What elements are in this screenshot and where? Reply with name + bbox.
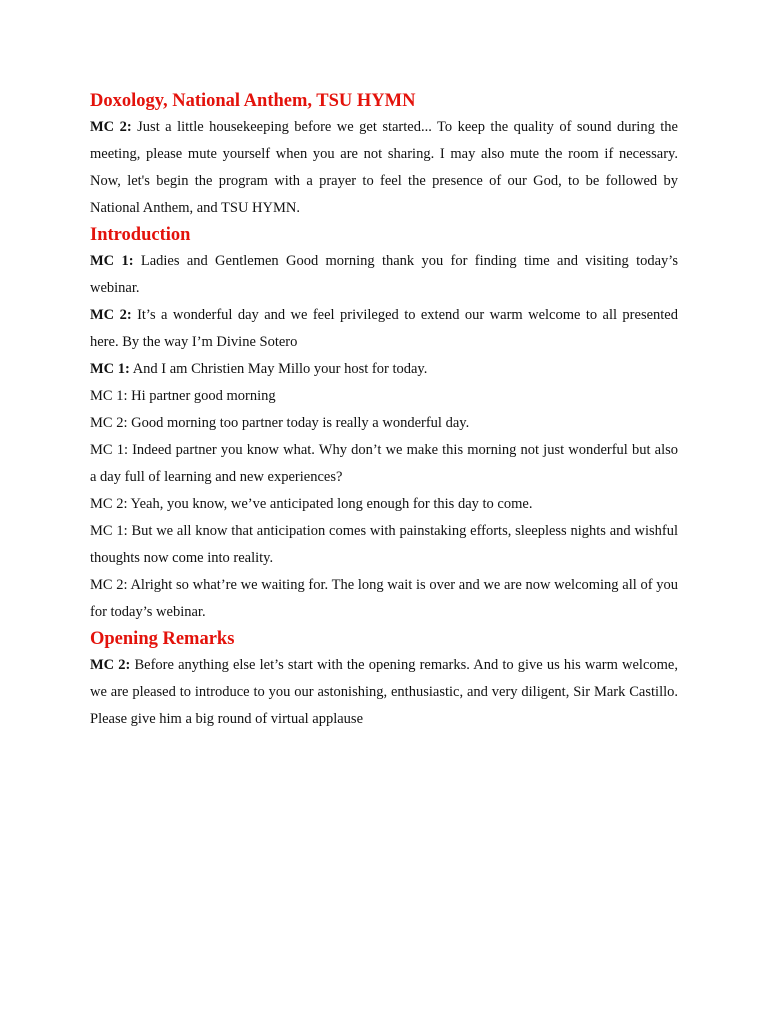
speaker-label: MC 1:	[90, 253, 134, 269]
section-heading-opening-remarks: Opening Remarks	[90, 629, 235, 649]
paragraph	[90, 652, 678, 733]
speaker-label: MC 2:	[90, 307, 132, 323]
paragraph	[90, 302, 678, 356]
paragraph: MC 2: Alright so what’re we waiting for. The long wait is over and we are now welcoming all of you for today’s webinar.	[90, 577, 678, 620]
paragraph: MC 2: Yeah, you know, we’ve anticipated long enough for this day to come.	[90, 496, 533, 512]
paragraph: MC 1: But we all know that anticipation comes with painstaking efforts, sleepless nights and wishful thoughts now come into reality.	[90, 523, 678, 566]
paragraph	[90, 248, 678, 302]
paragraph-text: It’s a wonderful day and we feel privileged to extend our warm welcome to all presented here. By the way I’m Divine Sotero	[90, 307, 678, 350]
speaker-label: MC 1:	[90, 361, 130, 377]
paragraph-text: Before anything else let’s start with the opening remarks. And to give us his warm welcome, we are pleased to introduce to you our astonishing, enthusiastic, and very diligent, Sir Mark Castillo. Please give him a big round of virtual applause	[90, 657, 678, 727]
document-page	[90, 88, 678, 733]
speaker-label: MC 2:	[90, 657, 131, 673]
paragraph-text: Just a little housekeeping before we get started... To keep the quality of sound during the meeting, please mute yourself when you are not sharing. I may also mute the room if necessary. Now, let's begin the program with a prayer to feel the presence of our God, to be followed by National Anthem, and TSU HYMN.	[90, 119, 678, 216]
paragraph	[90, 356, 678, 383]
paragraph	[90, 114, 678, 222]
speaker-label: MC 2:	[90, 119, 132, 135]
paragraph: MC 2: Good morning too partner today is really a wonderful day.	[90, 415, 470, 431]
section-heading-doxology: Doxology, National Anthem, TSU HYMN	[90, 91, 416, 111]
paragraph: MC 1: Hi partner good morning	[90, 388, 276, 404]
paragraph-text: And I am Christien May Millo your host for today.	[129, 361, 428, 377]
section-heading-introduction: Introduction	[90, 225, 191, 245]
paragraph: MC 1: Indeed partner you know what. Why don’t we make this morning not just wonderful but also a day full of learning and new experiences?	[90, 442, 678, 485]
paragraph-text: Ladies and Gentlemen Good morning thank you for finding time and visiting today’s webinar.	[90, 253, 678, 296]
